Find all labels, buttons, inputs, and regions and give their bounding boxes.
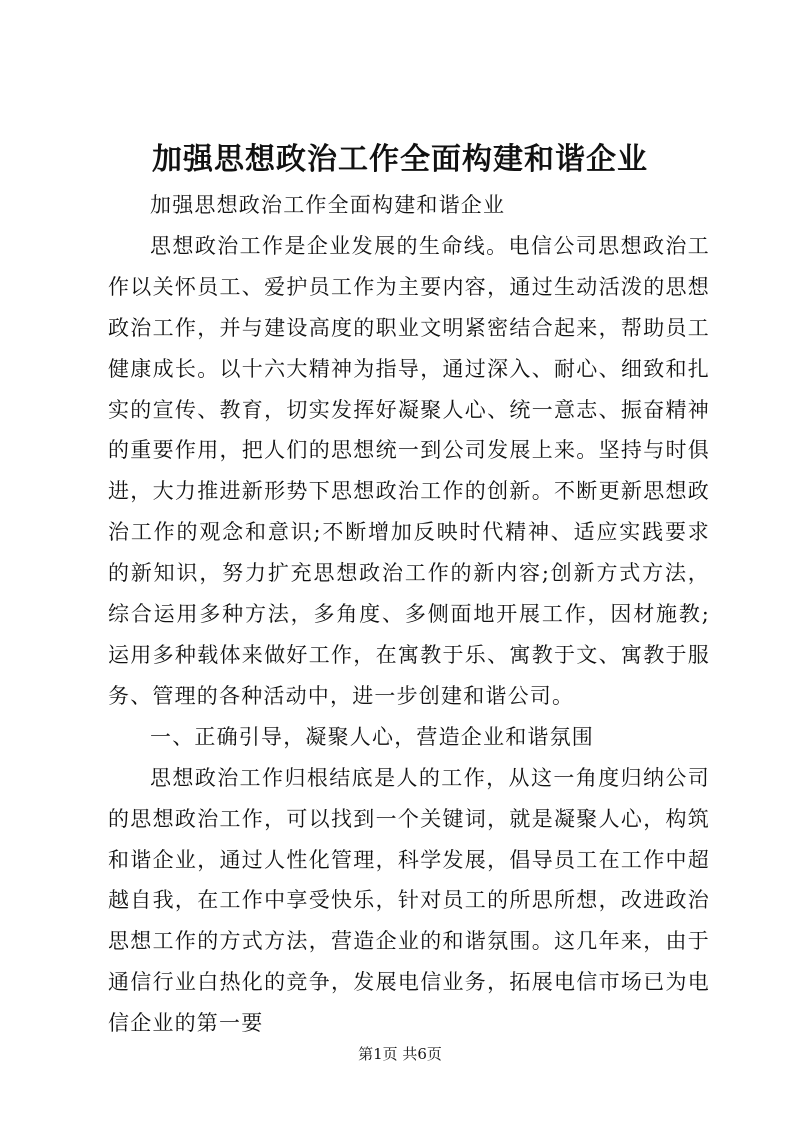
paragraph-intro: 思想政治工作是企业发展的生命线。电信公司思想政治工作以关怀员工、爱护员工作为主要内容，通过生动活泼的思想政治工作，并与建设高度的职业文明紧密结合起来，帮助员工健康成长。以十六大精神为指导，通过深入、耐心、细致和扎实的宣传、教育，切实发挥好凝聚人心、统一意志、振奋精神的重要作用，把人们的思想统一到公司发展上来。坚持与时俱进，大力推进新形势下思想政治工作的创新。不断更新思想政治工作的观念和意识;不断增加反映时代精神、适应实践要求的新知识，努力扩充思想政治工作的新内容;创新方式方法，综合运用多种方法，多角度、多侧面地开展工作，因材施教;运用多种载体来做好工作，在寓教于乐、寓教于文、寓教于服务、管理的各种活动中，进一步创建和谐公司。 [108, 233, 710, 708]
section-heading-1: 一、正确引导，凝聚人心，营造企业和谐氛围 [150, 724, 594, 749]
document-title: 加强思想政治工作全面构建和谐企业 [152, 142, 648, 177]
page-footer: 第1页 共6页 [358, 1045, 442, 1063]
document-body [108, 185, 710, 1044]
paragraph-subtitle: 加强思想政治工作全面构建和谐企业 [150, 193, 506, 217]
paragraph-section-1: 思想政治工作归根结底是人的工作，从这一角度归纳公司的思想政治工作，可以找到一个关键词，就是凝聚人心，构筑和谐企业，通过人性化管理，科学发展，倡导员工在工作中超越自我，在工作中享受快乐，针对员工的所思所想，改进政治思想工作的方式方法，营造企业的和谐氛围。这几年来，由于通信行业白热化的竞争，发展电信业务，拓展电信市场已为电信企业的第一要 [108, 765, 710, 1036]
